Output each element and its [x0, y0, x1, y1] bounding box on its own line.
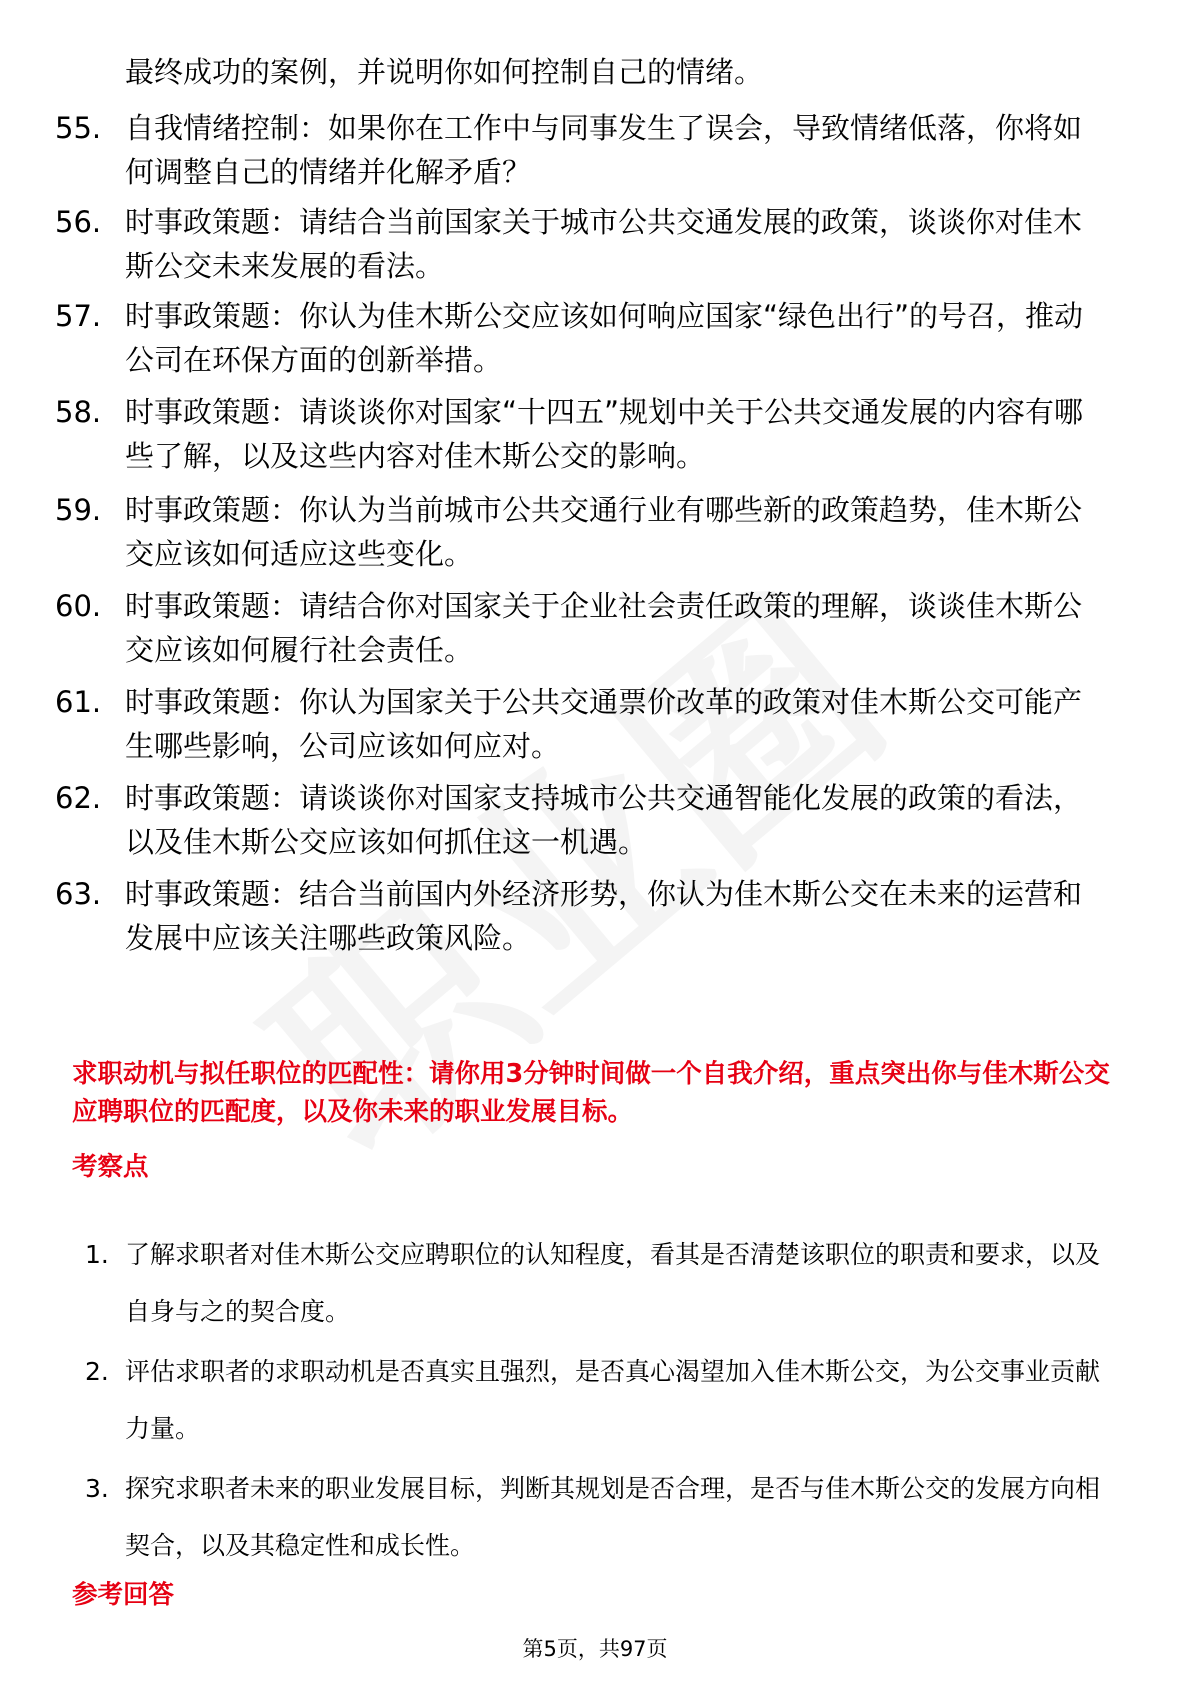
- question-continuation: 最终成功的案例，并说明你如何控制自己的情绪。: [125, 55, 764, 89]
- question-number: 62.: [55, 781, 102, 815]
- question-text: 时事政策题：请结合当前国家关于城市公共交通发展的政策，谈谈你对佳木斯公交未来发展的看法。: [125, 205, 1083, 283]
- highlight-question: 求职动机与拟任职位的匹配性：请你用3分钟时间做一个自我介绍，重点突出你与佳木斯公交应聘职位的匹配度，以及你未来的职业发展目标。: [72, 1059, 1110, 1127]
- question-text: 自我情绪控制：如果你在工作中与同事发生了误会，导致情绪低落，你将如何调整自己的情绪并化解矛盾？: [125, 111, 1083, 189]
- question-number: 59.: [55, 493, 102, 527]
- points-title: 考察点: [72, 1152, 149, 1182]
- question-text: 时事政策题：结合当前国内外经济形势，你认为佳木斯公交在未来的运营和发展中应该关注哪些政策风险。: [125, 877, 1083, 955]
- question-number: 58.: [55, 395, 102, 429]
- point-number: 1.: [85, 1240, 109, 1269]
- point-text: 评估求职者的求职动机是否真实且强烈，是否真心渴望加入佳木斯公交，为公交事业贡献力量。: [125, 1357, 1101, 1443]
- question-text: 时事政策题：请结合你对国家关于企业社会责任政策的理解，谈谈佳木斯公交应该如何履行社会责任。: [125, 589, 1083, 667]
- question-text: 时事政策题：请谈谈你对国家“十四五”规划中关于公共交通发展的内容有哪些了解，以及这些内容对佳木斯公交的影响。: [125, 395, 1084, 473]
- point-number: 2.: [85, 1357, 109, 1386]
- point-text: 探究求职者未来的职业发展目标，判断其规划是否合理，是否与佳木斯公交的发展方向相契合，以及其稳定性和成长性。: [125, 1474, 1101, 1560]
- page-footer: 第5页，共97页: [522, 1637, 668, 1661]
- question-text: 时事政策题：你认为当前城市公共交通行业有哪些新的政策趋势，佳木斯公交应该如何适应这些变化。: [125, 493, 1083, 571]
- question-number: 61.: [55, 685, 102, 719]
- question-number: 55.: [55, 111, 102, 145]
- question-number: 63.: [55, 877, 102, 911]
- question-number: 56.: [55, 205, 102, 239]
- question-number: 60.: [55, 589, 102, 623]
- question-text: 时事政策题：你认为佳木斯公交应该如何响应国家“绿色出行”的号召，推动公司在环保方面的创新举措。: [125, 299, 1084, 377]
- answer-title: 参考回答: [72, 1580, 175, 1610]
- question-text: 时事政策题：你认为国家关于公共交通票价改革的政策对佳木斯公交可能产生哪些影响，公司应该如何应对。: [125, 685, 1083, 763]
- point-text: 了解求职者对佳木斯公交应聘职位的认知程度，看其是否清楚该职位的职责和要求，以及自身与之的契合度。: [125, 1240, 1101, 1326]
- question-text: 时事政策题：请谈谈你对国家支持城市公共交通智能化发展的政策的看法，以及佳木斯公交应该如何抓住这一机遇。: [125, 781, 1083, 859]
- question-number: 57.: [55, 299, 102, 333]
- point-number: 3.: [85, 1474, 109, 1503]
